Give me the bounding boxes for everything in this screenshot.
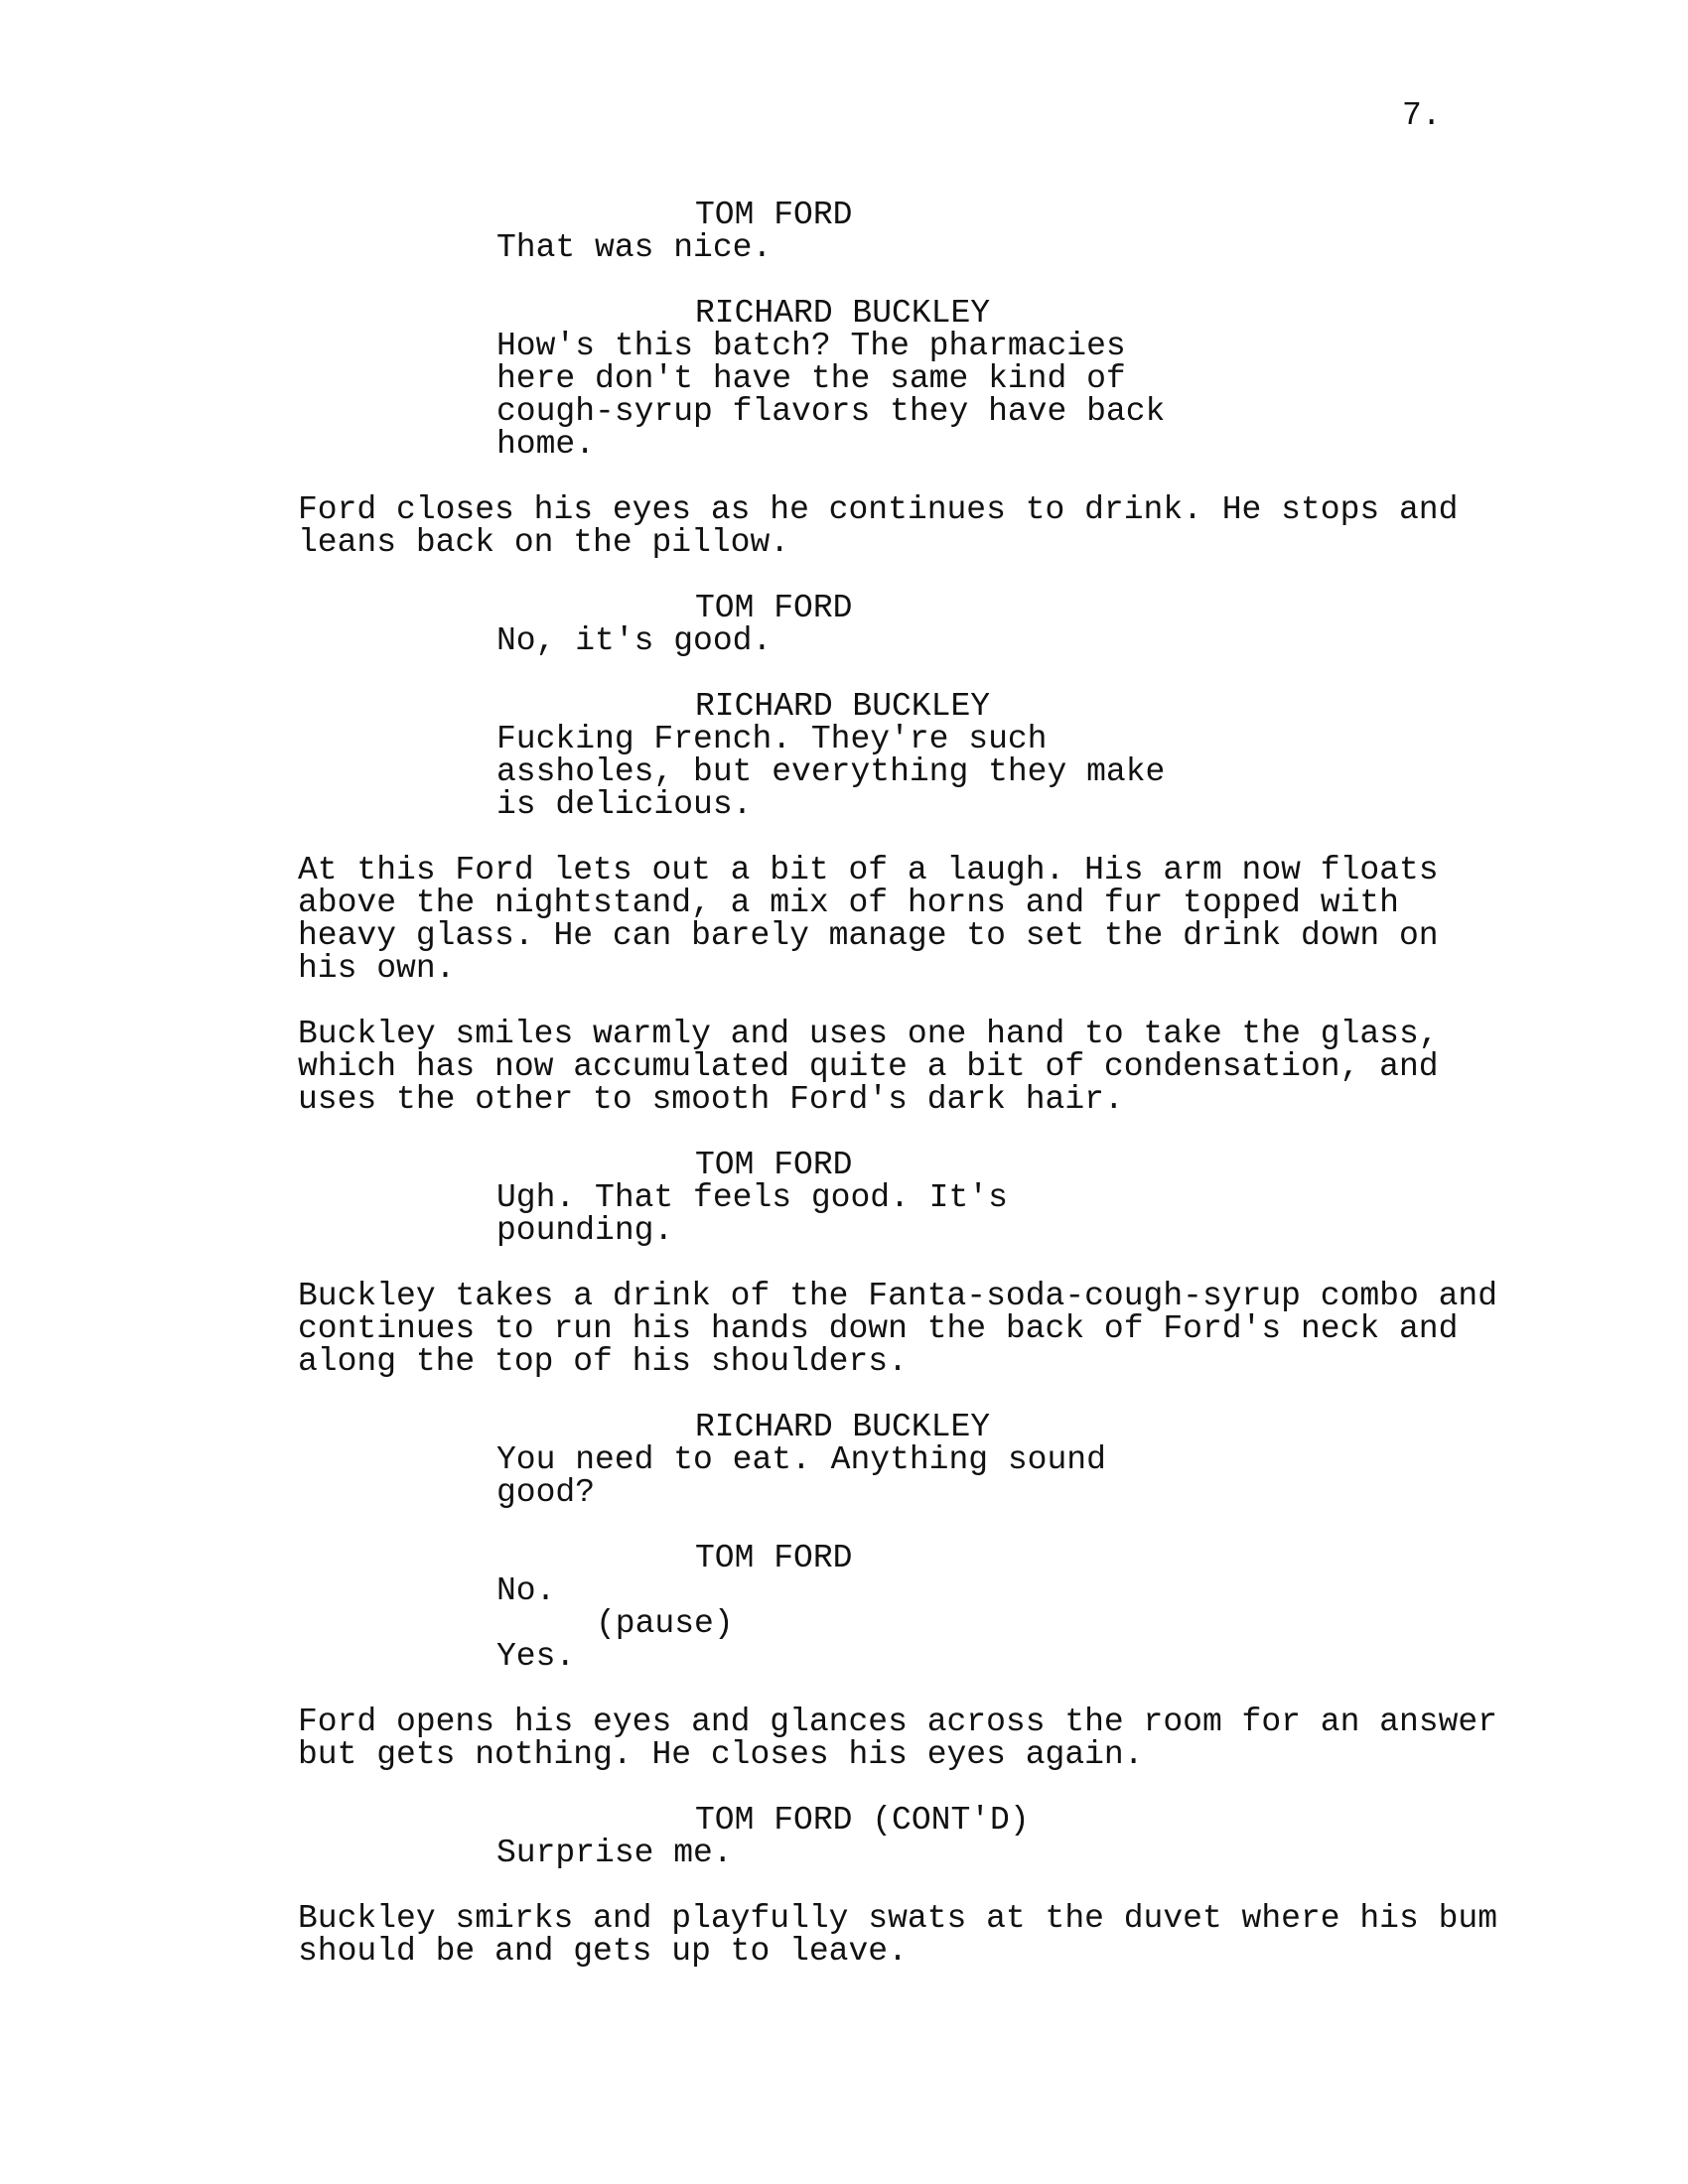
dialogue: Yes. xyxy=(496,1638,576,1675)
dialogue: No, it's good. xyxy=(496,622,773,659)
dialogue: No. xyxy=(496,1572,556,1609)
character-cue: TOM FORD xyxy=(695,1147,853,1183)
character-cue: RICHARD BUCKLEY xyxy=(695,1409,991,1445)
character-cue: RICHARD BUCKLEY xyxy=(695,295,991,332)
dialogue: That was nice. xyxy=(496,229,773,266)
action-line: Buckley smiles warmly and uses one hand to take the glass, which has now accumulated quite a bit of condensation, and uses the other to smooth Ford's dark hair. xyxy=(298,1016,1439,1118)
character-cue: RICHARD BUCKLEY xyxy=(695,688,991,725)
dialogue: Ugh. That feels good. It's pounding. xyxy=(496,1179,1008,1249)
action-line: At this Ford lets out a bit of a laugh. His arm now floats above the nightstand, a mix of horns and fur topped with heavy glass. He can barely manage to set the drink down on his own. xyxy=(298,852,1439,987)
character-cue: TOM FORD xyxy=(695,1540,853,1576)
character-cue: TOM FORD (CONT'D) xyxy=(695,1802,1030,1839)
page-number: 7. xyxy=(1402,97,1442,134)
action-line: Ford opens his eyes and glances across the room for an answer but gets nothing. He closes his eyes again. xyxy=(298,1704,1497,1773)
character-cue: TOM FORD xyxy=(695,197,853,233)
dialogue: Surprise me. xyxy=(496,1835,733,1871)
dialogue: Fucking French. They're such assholes, but everything they make is delicious. xyxy=(496,721,1166,823)
action-line: Buckley takes a drink of the Fanta-soda-cough-syrup combo and continues to run his hands down the back of Ford's neck and along the top of his shoulders. xyxy=(298,1278,1497,1380)
dialogue: How's this batch? The pharmacies here don't have the same kind of cough-syrup flavors they have back home. xyxy=(496,328,1166,463)
action-line: Buckley smirks and playfully swats at the duvet where his bum should be and gets up to leave. xyxy=(298,1900,1497,1970)
action-line: Ford closes his eyes as he continues to drink. He stops and leans back on the pillow. xyxy=(298,491,1459,561)
dialogue: You need to eat. Anything sound good? xyxy=(496,1441,1106,1511)
character-cue: TOM FORD xyxy=(695,590,853,626)
parenthetical: (pause) xyxy=(596,1605,734,1642)
